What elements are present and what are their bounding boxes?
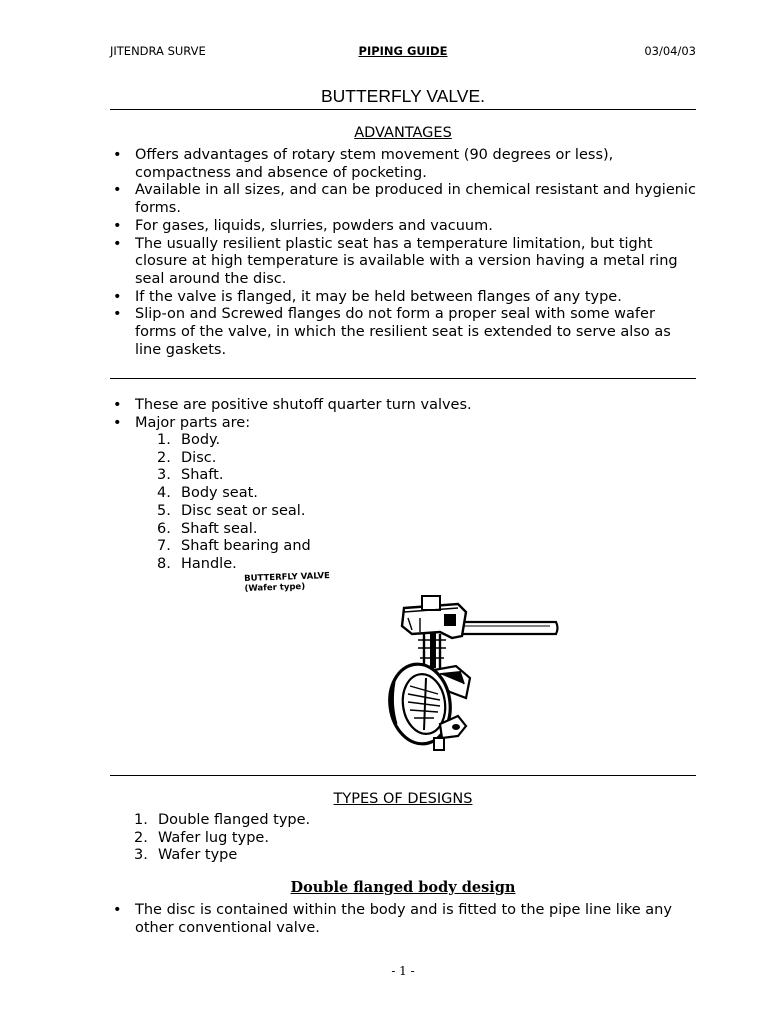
item-label: Shaft. (181, 467, 224, 484)
double-flanged-heading: Double flanged body design (290, 879, 516, 896)
advantages-heading: ADVANTAGES (354, 125, 452, 141)
section-rule (110, 378, 696, 379)
item-label: Body seat. (181, 485, 258, 502)
list-item: • The usually resilient plastic seat has a temperature limitation, but tight closure at high temperature is available with a version having a metal ring seal around the disc. (110, 236, 696, 289)
list-item (134, 830, 310, 848)
advantages-list (110, 147, 696, 359)
major-parts-list (157, 432, 311, 574)
item-number: 2. (157, 449, 171, 466)
item-number: 8. (157, 555, 171, 572)
item-number: 6. (157, 520, 171, 537)
list-item (157, 556, 311, 574)
item-label: Shaft bearing and (181, 538, 311, 555)
page-title: BUTTERFLY VALVE. (320, 86, 486, 106)
page-header (110, 44, 696, 60)
list-item (157, 485, 311, 503)
item-number: 1. (134, 812, 148, 828)
list-item: • These are positive shutoff quarter turn valves. (110, 397, 696, 415)
description-list (110, 397, 696, 432)
item-label: Handle. (181, 555, 237, 572)
list-item: • Major parts are: (110, 415, 696, 433)
item-number: 2. (134, 829, 148, 846)
item-number: 5. (157, 502, 171, 519)
list-item: • The disc is contained within the body and is fitted to the pipe line like any other conventional valve. (110, 902, 696, 937)
item-label: Wafer type (158, 847, 238, 864)
figure-caption-subtitle: (Wafer type) (244, 581, 306, 594)
list-item: • Available in all sizes, and can be produced in chemical resistant and hygienic forms. (110, 182, 696, 217)
list-item (157, 450, 311, 468)
section-rule (110, 775, 696, 776)
list-item (134, 812, 310, 830)
list-item (157, 503, 311, 521)
list-item: • If the valve is flanged, it may be held between flanges of any type. (110, 289, 696, 307)
item-number: 3. (157, 467, 171, 484)
item-number: 3. (134, 847, 148, 864)
header-date: 03/04/03 (644, 44, 696, 58)
item-label: Body. (181, 432, 221, 448)
item-number: 7. (157, 538, 171, 555)
item-label: Disc seat or seal. (181, 502, 306, 519)
item-number: 1. (157, 432, 171, 448)
page-number: - 1 - (391, 964, 415, 978)
item-label: Disc. (181, 449, 217, 466)
header-author: JITENDRA SURVE (110, 44, 206, 58)
designs-list (134, 812, 310, 865)
item-label: Wafer lug type. (158, 829, 269, 846)
list-item: • For gases, liquids, slurries, powders and vacuum. (110, 218, 696, 236)
list-item (157, 467, 311, 485)
butterfly-valve-figure (244, 571, 564, 754)
list-item (157, 521, 311, 539)
item-label: Double flanged type. (158, 812, 311, 828)
title-rule (110, 109, 696, 110)
list-item: • Slip-on and Screwed flanges do not form a proper seal with some wafer forms of the valve, in which the resilient seat is extended to serve also as line gaskets. (110, 306, 696, 359)
list-item: • Offers advantages of rotary stem movement (90 degrees or less), compactness and absence of pocketing. (110, 147, 696, 182)
header-doc-title: PIPING GUIDE (358, 44, 448, 58)
list-item (157, 432, 311, 450)
item-number: 4. (157, 485, 171, 502)
butterfly-valve-illustration (244, 574, 564, 754)
figure-caption-title: BUTTERFLY VALVE (244, 571, 331, 584)
types-of-designs-heading: TYPES OF DESIGNS (333, 791, 473, 807)
list-item (134, 847, 310, 865)
list-item (157, 538, 311, 556)
item-label: Shaft seal. (181, 520, 258, 537)
double-flanged-list (110, 902, 696, 937)
